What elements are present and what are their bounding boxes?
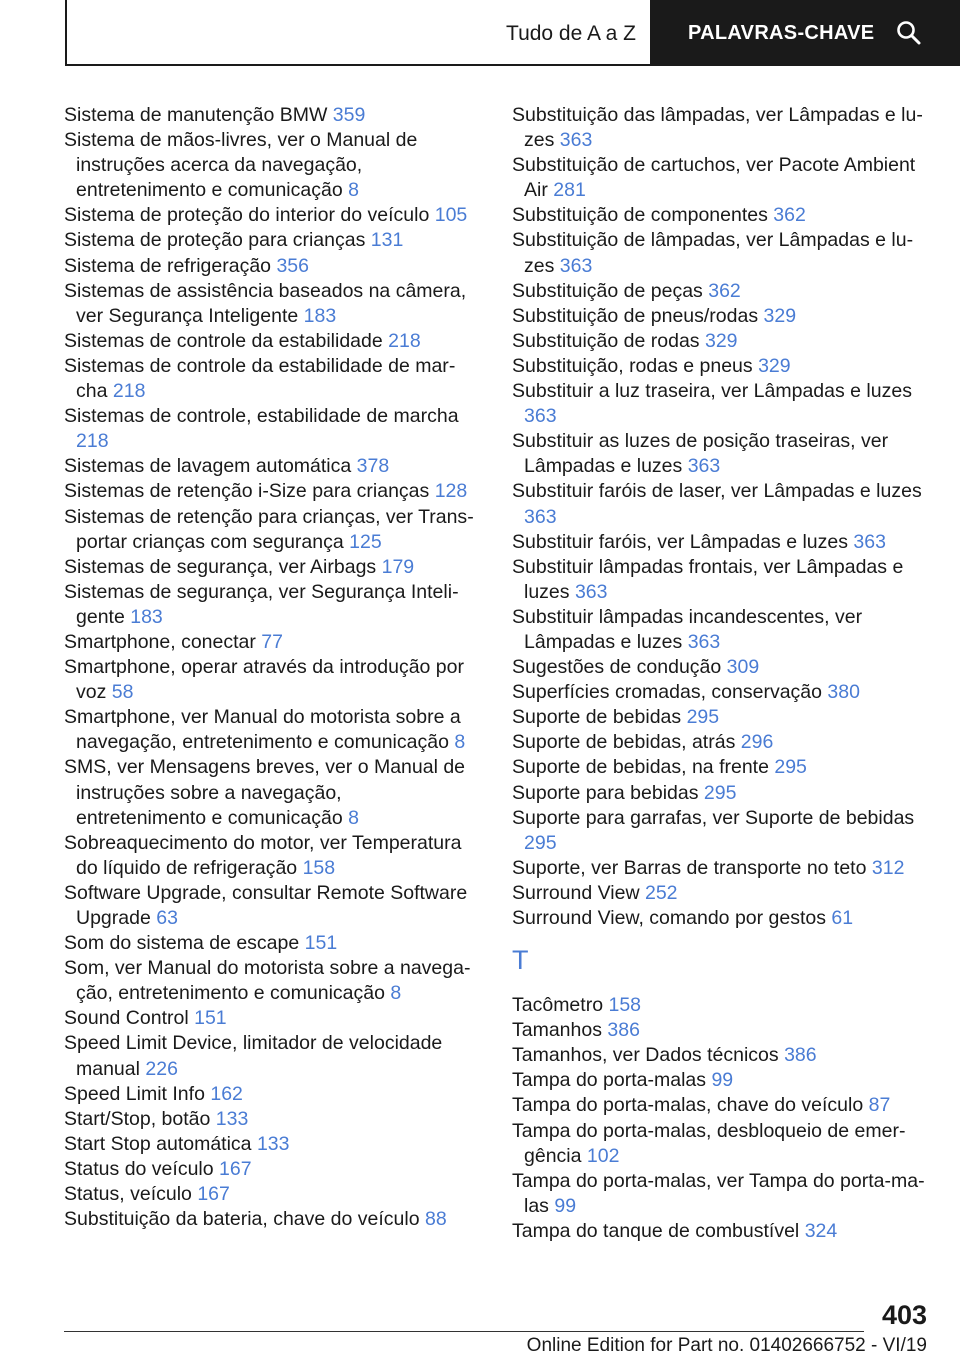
section-letter: T [512, 945, 529, 976]
index-entry [64, 1031, 474, 1081]
index-entry-text: Sistema de refrigeração [64, 254, 272, 277]
index-entry-page-link[interactable]: 363 [559, 254, 593, 277]
index-entry-page-link[interactable]: 58 [111, 681, 134, 704]
index-entry [64, 228, 474, 253]
index-entry [64, 931, 474, 956]
index-entry-text: Suporte de bebidas, atrás [512, 731, 736, 754]
index-entry [64, 1157, 474, 1182]
index-entry-page-link[interactable]: 296 [740, 731, 774, 754]
index-entry-page-link[interactable]: 133 [256, 1132, 290, 1155]
index-entry-text: Sistema de proteção para crianças [64, 229, 366, 252]
index-entry-page-link[interactable]: 218 [112, 380, 146, 403]
index-entry-page-link[interactable]: 363 [524, 405, 557, 428]
index-entry-page-link[interactable]: 362 [708, 279, 741, 302]
index-entry [64, 1082, 474, 1107]
index-entry-page-link[interactable]: 324 [804, 1219, 838, 1242]
index-entry-text: Surround View [512, 881, 640, 904]
index-entry-page-link[interactable]: 312 [871, 856, 905, 879]
index-entry [64, 956, 474, 1006]
index-entry [512, 555, 927, 605]
index-entry [512, 1043, 927, 1068]
index-entry-page-link[interactable]: 151 [304, 932, 338, 955]
index-entry-text: Start Stop automática [64, 1132, 252, 1155]
index-entry-page-link[interactable]: 252 [644, 881, 678, 904]
index-entry [64, 655, 474, 705]
index-entry-text: Tamanhos [512, 1019, 602, 1042]
index-entry [512, 103, 927, 153]
index-entry-page-link[interactable]: 363 [853, 530, 886, 553]
index-entry [64, 203, 474, 228]
index-entry-page-link[interactable]: 167 [197, 1183, 230, 1206]
index-entry-page-link[interactable]: 158 [608, 994, 642, 1017]
index-entry-text: Superfícies cromadas, conservação [512, 681, 822, 704]
index-entry-page-link[interactable]: 218 [76, 430, 109, 453]
index-entry-page-link[interactable]: 99 [711, 1069, 734, 1092]
index-entry-text: Sugestões de condução [512, 656, 722, 679]
index-entry-page-link[interactable]: 183 [130, 605, 163, 628]
index-entry-page-link[interactable]: 295 [774, 756, 807, 779]
index-entry-page-link[interactable]: 151 [194, 1007, 227, 1030]
index-entry-page-link[interactable]: 295 [686, 706, 720, 729]
index-entry-page-link[interactable]: 179 [381, 555, 415, 578]
index-entry [512, 680, 927, 705]
index-entry-page-link[interactable]: 295 [703, 781, 737, 804]
index-column-right [512, 103, 927, 1244]
index-entry [512, 203, 927, 228]
index-entry-page-link[interactable]: 77 [261, 630, 283, 653]
index-entry-text: Substituir as luzes de posição traseiras, ver Lâmpadas e luzes [512, 430, 889, 478]
index-entry-text: Sistema de proteção do interior do veículo [64, 204, 430, 227]
index-entry-page-link[interactable]: 131 [370, 229, 404, 252]
index-entry-page-link[interactable]: 8 [390, 982, 402, 1005]
index-entry-page-link[interactable]: 329 [758, 354, 791, 377]
index-entry-text: Sistemas de lavagem automática [64, 455, 352, 478]
index-entry-text: Sistemas de controle da estabilidade [64, 329, 383, 352]
index-entry-text: Sistemas de controle da estabilidade de marcha [64, 354, 456, 403]
index-entry [64, 329, 474, 354]
index-entry-text: Sistemas de assistência baseados na câmera, ver Segurança Inteligente [64, 279, 467, 327]
index-entry [512, 530, 927, 555]
index-entry-text: Sobreaquecimento do motor, ver Temperatura do líquido de refrigeração [64, 831, 462, 879]
index-entry-page-link[interactable]: 99 [554, 1194, 577, 1217]
index-entry-text: Substituição das lâmpadas, ver Lâmpadas e luzes [512, 104, 923, 152]
index-entry [512, 354, 927, 379]
index-entry [64, 705, 474, 755]
index-entry-page-link[interactable]: 218 [388, 329, 421, 352]
index-entry [64, 1107, 474, 1132]
page-number: 403 [881, 1300, 927, 1330]
index-entry-page-link[interactable]: 88 [424, 1208, 447, 1231]
tab-a-to-z[interactable]: Tudo de A a Z [506, 22, 636, 45]
index-entry [64, 580, 474, 630]
index-entry [512, 304, 927, 329]
index-entry-page-link[interactable]: 8 [454, 731, 466, 754]
index-entry-text: Som do sistema de escape [64, 932, 300, 955]
index-entry-page-link[interactable]: 363 [574, 580, 608, 603]
index-entry [512, 228, 927, 278]
index-entry-text: Substituição de lâmpadas, ver Lâmpadas e luzes [512, 229, 914, 277]
index-entry-text: SMS, ver Mensagens breves, ver o Manual de instruções sobre a navegação, entretenimento e comunicação [64, 756, 466, 829]
index-entry [64, 630, 474, 655]
index-entry-page-link[interactable]: 61 [831, 907, 854, 929]
index-entry [512, 605, 927, 655]
index-entry-text: Substituir faróis de laser, ver Lâmpadas e luzes [512, 480, 922, 503]
index-entry-text: Substituição de peças [512, 279, 703, 302]
index-entry [64, 479, 474, 504]
index-entry [64, 279, 474, 329]
index-entry-text: Substituição de pneus/rodas [512, 304, 759, 327]
index-entry-page-link[interactable]: 309 [726, 656, 760, 679]
footer-edition: Online Edition for Part no. 01402666752 - VI/19 [526, 1335, 927, 1356]
index-entry [512, 153, 927, 203]
index-entry-page-link[interactable]: 105 [434, 204, 468, 227]
index-entry-text: Tampa do tanque de combustível [512, 1219, 800, 1242]
index-entry [512, 1219, 927, 1244]
index-entry-page-link[interactable]: 380 [827, 681, 860, 704]
index-entry-page-link[interactable]: 226 [145, 1057, 178, 1080]
index-entry-text: Speed Limit Device, limitador de velocidade manual [64, 1032, 443, 1080]
index-entry-page-link[interactable]: 8 [348, 179, 359, 202]
header-divider [65, 0, 67, 66]
index-entry [64, 354, 474, 404]
index-entry-text: Substituir faróis, ver Lâmpadas e luzes [512, 530, 848, 553]
index-entry-page-link[interactable]: 162 [210, 1082, 243, 1105]
index-entry [512, 906, 927, 931]
index-entry-text: Suporte para bebidas [512, 781, 699, 804]
index-entry-page-link[interactable]: 363 [687, 630, 721, 653]
index-entry [512, 755, 927, 780]
index-entry-text: Speed Limit Info [64, 1082, 205, 1105]
index-entry-text: Sistemas de segurança, ver Segurança Inteligente [64, 580, 459, 628]
index-entry-text: Tacômetro [512, 994, 604, 1017]
index-entry-page-link[interactable]: 158 [302, 856, 336, 879]
index-entry-page-link[interactable]: 386 [607, 1019, 640, 1042]
index-entry-text: Substituir a luz traseira, ver Lâmpadas e luzes [512, 380, 912, 403]
index-entry-page-link[interactable]: 386 [784, 1044, 817, 1067]
index-entry [64, 254, 474, 279]
index-entry [64, 1182, 474, 1207]
index-entry [512, 881, 927, 906]
index-entry-page-link[interactable]: 363 [524, 505, 557, 528]
index-entry-text: Substituição, rodas e pneus [512, 354, 753, 377]
index-entry-page-link[interactable]: 356 [276, 254, 309, 277]
index-column-left [64, 103, 474, 1232]
index-entry-page-link[interactable]: 378 [356, 455, 390, 478]
index-entry-text: Substituir lâmpadas frontais, ver Lâmpadas e luzes [512, 555, 904, 603]
footer-rule [64, 1331, 864, 1332]
index-entry-page-link[interactable]: 329 [704, 329, 738, 352]
index-entry-text: Sound Control [64, 1007, 189, 1030]
index-entry [64, 404, 474, 454]
index-entry [512, 806, 927, 856]
index-entry [512, 1018, 927, 1043]
tab-keywords-label: PALAVRAS-CHAVE [688, 21, 875, 44]
index-entry-text: Tampa do porta-malas, desbloqueio de emergência [512, 1119, 906, 1167]
index-entry-text: Suporte para garrafas, ver Suporte de bebidas [512, 806, 915, 829]
index-entry-page-link[interactable]: 8 [348, 806, 359, 829]
index-entry [64, 1132, 474, 1157]
index-entry [64, 555, 474, 580]
index-entry [512, 279, 927, 304]
index-entry [64, 1207, 474, 1232]
index-entry-text: Sistemas de retenção para crianças, ver Transportar crianças com segurança [64, 505, 474, 553]
index-entry [512, 329, 927, 354]
index-entry-page-link[interactable]: 363 [559, 129, 593, 152]
index-entry-text: Sistemas de retenção i-Size para crianças [64, 480, 430, 503]
index-entry-page-link[interactable]: 363 [687, 455, 721, 478]
index-entry-text: Status do veículo [64, 1157, 214, 1180]
tab-keywords[interactable] [650, 0, 960, 66]
index-entry [512, 705, 927, 730]
index-entry-text: Sistema de mãos-livres, ver o Manual de instruções acerca da navegação, entretenimento e comunicação [64, 129, 418, 202]
index-entry-text: Suporte de bebidas, na frente [512, 756, 769, 779]
index-entry-text: Software Upgrade, consultar Remote Software Upgrade [64, 881, 468, 929]
index-entry-text: Suporte, ver Barras de transporte no teto [512, 856, 867, 879]
index-entry [64, 103, 474, 128]
search-icon [896, 20, 922, 46]
index-entry [512, 655, 927, 680]
index-entry-text: Tamanhos, ver Dados técnicos [512, 1044, 779, 1067]
index-entry-text: Start/Stop, botão [64, 1107, 211, 1130]
index-entry-page-link[interactable]: 359 [332, 104, 366, 126]
index-entry [64, 831, 474, 881]
index-entry-page-link[interactable]: 362 [773, 204, 806, 227]
index-entry-text: Sistemas de controle, estabilidade de marcha [64, 405, 459, 428]
index-entry-text: Sistema de manutenção BMW [64, 104, 328, 126]
index-entry [512, 379, 927, 429]
index-entry-page-link[interactable]: 167 [219, 1157, 252, 1180]
index-entry-text: Smartphone, operar através da introdução por voz [64, 656, 464, 704]
index-entry-text: Substituição de cartuchos, ver Pacote Ambient Air [512, 154, 916, 202]
index-entry [64, 881, 474, 931]
index-entry [512, 781, 927, 806]
index-entry-text: Tampa do porta-malas, ver Tampa do porta-malas [512, 1169, 925, 1217]
index-entry-text: Substituição de rodas [512, 329, 700, 352]
index-entry [512, 993, 927, 1018]
index-entry-page-link[interactable]: 295 [524, 831, 557, 854]
header-underline [65, 64, 650, 66]
index-entry-page-link[interactable]: 133 [215, 1107, 249, 1130]
index-entry-page-link[interactable]: 63 [156, 907, 178, 929]
index-entry [512, 479, 927, 529]
index-entry [64, 755, 474, 830]
index-entry-text: Substituição de componentes [512, 204, 768, 227]
index-entry-page-link[interactable]: 329 [763, 304, 797, 327]
index-entry-text: Substituição da bateria, chave do veículo [64, 1208, 420, 1231]
index-entry-text: Status, veículo [64, 1183, 192, 1206]
index-entry [512, 429, 927, 479]
index-entry-text: Som, ver Manual do motorista sobre a navegação, entretenimento e comunicação [64, 957, 471, 1005]
index-entry-page-link[interactable]: 87 [868, 1094, 891, 1117]
index-entry-text: Substituir lâmpadas incandescentes, ver Lâmpadas e luzes [512, 605, 863, 653]
index-entry [512, 1169, 927, 1219]
index-entry [512, 856, 927, 881]
index-entry [64, 1006, 474, 1031]
index-entry-text: Smartphone, conectar [64, 630, 256, 653]
index-entry-page-link[interactable]: 128 [434, 480, 468, 503]
index-entry-page-link[interactable]: 183 [303, 304, 337, 327]
index-entry [512, 1068, 927, 1093]
index-entry [512, 1093, 927, 1118]
index-entry-text: Smartphone, ver Manual do motorista sobre a navegação, entretenimento e comunicação [64, 706, 461, 754]
index-entry-page-link[interactable]: 102 [586, 1144, 620, 1167]
index-entry [64, 454, 474, 479]
index-entry [512, 1119, 927, 1169]
index-entry-text: Surround View, comando por gestos [512, 907, 826, 929]
index-entry-text: Sistemas de segurança, ver Airbags [64, 555, 377, 578]
index-entry [64, 505, 474, 555]
index-entry-page-link[interactable]: 281 [553, 179, 586, 202]
index-entry-text: Suporte de bebidas [512, 706, 682, 729]
index-entry-text: Tampa do porta-malas [512, 1069, 707, 1092]
index-entry-text: Tampa do porta-malas, chave do veículo [512, 1094, 864, 1117]
index-entry [64, 128, 474, 203]
index-entry [512, 730, 927, 755]
index-entry-page-link[interactable]: 125 [349, 530, 382, 553]
